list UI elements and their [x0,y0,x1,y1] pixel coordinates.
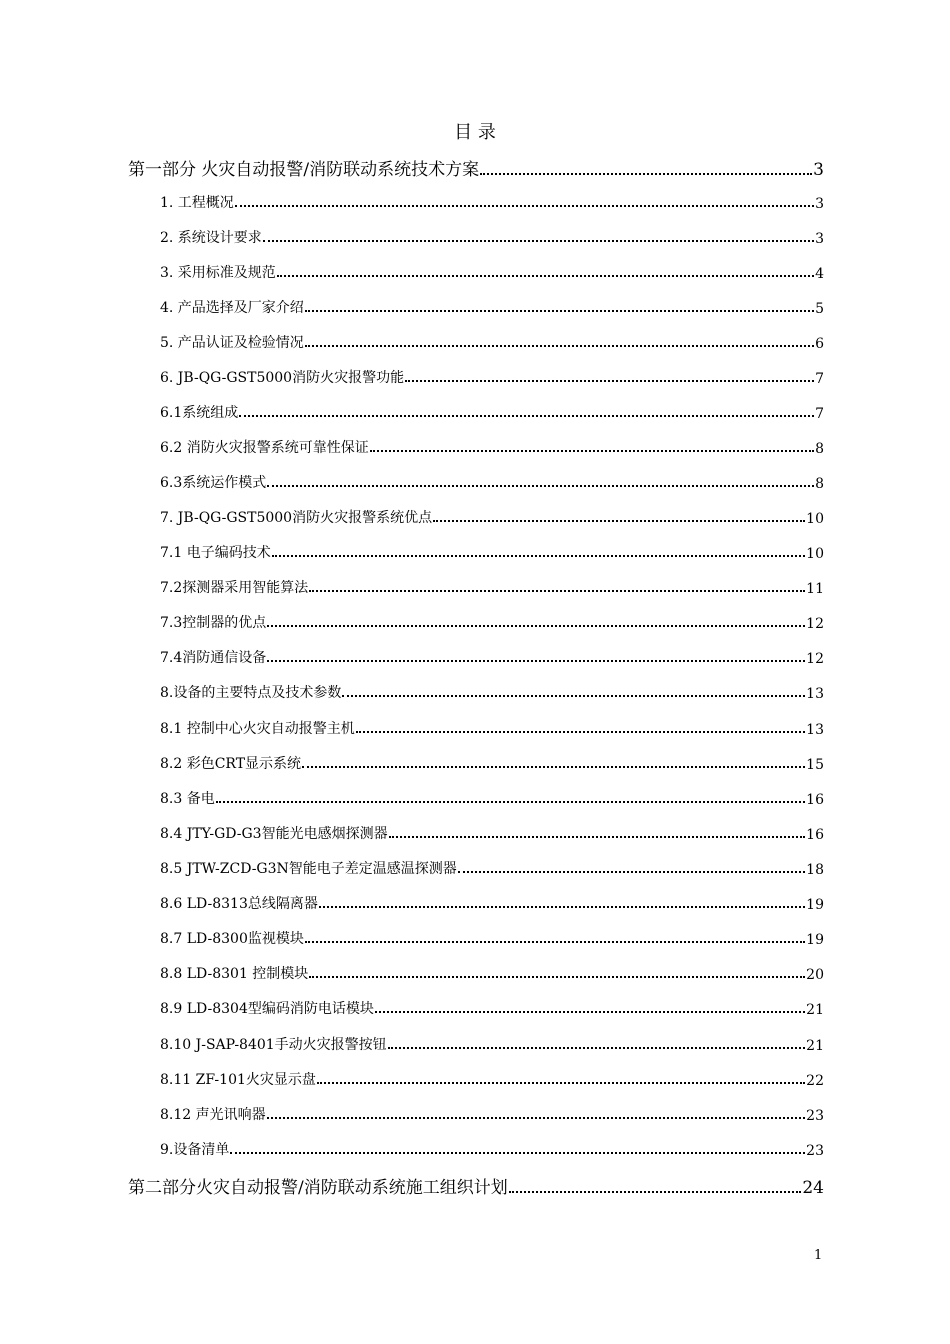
toc-entry-label: 4. 产品选择及厂家介绍 [160,300,304,316]
toc-dot-leader [216,801,805,803]
toc-entry[interactable] [160,227,824,247]
page-number: 1 [814,1248,823,1263]
toc-entry-page: 23 [806,1143,824,1159]
toc-dot-leader [317,1082,805,1084]
toc-dot-leader [267,1117,806,1119]
toc-entry-page: 8 [815,441,824,457]
toc-entry-label: 第一部分 火灾自动报警/消防联动系统技术方案 [128,160,480,180]
toc-dot-leader [272,555,805,557]
toc-dot-leader [263,240,814,242]
toc-entry-page: 4 [815,266,824,282]
toc-entry-label: 7.3控制器的优点 [160,615,267,631]
toc-entry[interactable] [160,788,824,808]
toc-entry[interactable] [128,1173,824,1198]
toc-entry[interactable] [160,823,824,843]
toc-dot-leader [235,205,814,207]
toc-entry-label: 8.6 LD-8313总线隔离器 [160,896,318,912]
toc-entry-page: 13 [806,686,824,702]
toc-entry-label: 1. 工程概况 [160,195,234,211]
toc-entry-page: 12 [806,616,824,632]
toc-entry-page: 12 [806,651,824,667]
toc-entry-page: 15 [806,757,824,773]
toc-entry-page: 8 [815,476,824,492]
toc-entry-label: 8.8 LD-8301 控制模块 [160,966,309,982]
toc-entry-label: 6. JB-QG-GST5000消防火灾报警功能 [160,370,405,386]
toc-entry-page: 7 [815,406,824,422]
toc-dot-leader [433,520,805,522]
toc-entry-label: 6.2 消防火灾报警系统可靠性保证 [160,440,369,456]
toc-entry[interactable] [160,332,824,352]
toc-dot-leader [405,380,814,382]
toc-entry-label: 8.4 JTY-GD-G3智能光电感烟探测器 [160,826,388,842]
toc-entry[interactable] [160,507,824,527]
toc-entry-page: 20 [806,967,824,983]
toc-dot-leader [509,1191,802,1193]
toc-entry[interactable] [160,647,824,667]
toc-entry[interactable] [160,297,824,317]
toc-entry-label: 8.1 控制中心火灾自动报警主机 [160,721,355,737]
toc-entry-page: 24 [802,1178,824,1198]
toc-dot-leader [267,625,805,627]
toc-entry-label: 8.设备的主要特点及技术参数 [160,685,342,701]
toc-entry-page: 3 [815,231,824,247]
toc-entry[interactable] [160,367,824,387]
toc-dot-leader [277,275,814,277]
toc-dot-leader [388,1047,805,1049]
toc-entry[interactable] [160,472,824,492]
toc-dot-leader [375,1011,805,1013]
toc-entry-label: 7.1 电子编码技术 [160,545,271,561]
toc-entry[interactable] [160,718,824,738]
toc-entry[interactable] [160,753,824,773]
toc-entry-label: 7. JB-QG-GST5000消防火灾报警系统优点 [160,510,433,526]
toc-entry-label: 8.12 声光讯响器 [160,1107,266,1123]
toc-entry-page: 11 [806,581,824,597]
toc-entry-page: 3 [815,196,824,212]
toc-entry-label: 6.1系统组成 [160,405,239,421]
toc-dot-leader [305,310,814,312]
toc-entry[interactable] [160,893,824,913]
toc-entry-page: 19 [806,932,824,948]
toc-entry[interactable] [160,542,824,562]
toc-entry[interactable] [160,192,824,212]
toc-entry-label: 第二部分火灾自动报警/消防联动系统施工组织计划 [128,1178,508,1198]
toc-entry[interactable] [160,682,824,702]
toc-entry-label: 7.2探测器采用智能算法 [160,580,309,596]
toc-entry[interactable] [160,402,824,422]
page-title: 目 录 [454,122,496,143]
toc-entry-page: 23 [806,1108,824,1124]
toc-entry[interactable] [128,155,824,180]
toc-entry-page: 22 [806,1073,824,1089]
toc-dot-leader [267,485,814,487]
toc-entry-page: 16 [806,827,824,843]
toc-entry-page: 16 [806,792,824,808]
toc-entry-label: 8.2 彩色CRT显示系统 [160,756,302,772]
toc-dot-leader [267,660,805,662]
toc-entry[interactable] [160,612,824,632]
toc-entry-page: 10 [806,511,824,527]
toc-entry-page: 6 [815,336,824,352]
toc-entry-label: 8.11 ZF-101火灾显示盘 [160,1072,316,1088]
toc-entry-label: 8.9 LD-8304型编码消防电话模块 [160,1001,374,1017]
toc-dot-leader [309,976,805,978]
toc-dot-leader [480,173,812,175]
toc-dot-leader [389,836,806,838]
toc-entry-label: 2. 系统设计要求 [160,230,262,246]
toc-dot-leader [342,695,805,697]
toc-dot-leader [356,731,805,733]
toc-dot-leader [458,871,805,873]
toc-dot-leader [370,450,814,452]
toc-dot-leader [230,1152,805,1154]
toc-dot-leader [305,345,814,347]
toc-entry[interactable] [160,577,824,597]
toc-dot-leader [309,590,805,592]
toc-entry-label: 7.4消防通信设备 [160,650,267,666]
toc-entry-label: 8.7 LD-8300监视模块 [160,931,304,947]
toc-entry[interactable] [160,262,824,282]
toc-entry-label: 5. 产品认证及检验情况 [160,335,304,351]
toc-entry-label: 6.3系统运作模式 [160,475,267,491]
toc-entry[interactable] [160,928,824,948]
toc-entry[interactable] [160,963,824,983]
toc-entry[interactable] [160,858,824,878]
toc-entry-page: 19 [806,897,824,913]
toc-entry[interactable] [160,437,824,457]
toc-dot-leader [239,415,814,417]
toc-entry-page: 18 [806,862,824,878]
toc-entry-page: 21 [806,1002,824,1018]
toc-entry-page: 21 [806,1038,824,1054]
toc-entry[interactable] [160,1069,824,1089]
toc-entry[interactable] [160,1139,824,1159]
toc-dot-leader [305,941,805,943]
toc-dot-leader [302,766,805,768]
toc-entry-page: 3 [813,160,824,180]
toc-entry-page: 13 [806,722,824,738]
toc-entry-label: 8.5 JTW-ZCD-G3N智能电子差定温感温探测器 [160,861,457,877]
toc-entry-page: 10 [806,546,824,562]
toc-entry[interactable] [160,1104,824,1124]
toc-entry[interactable] [160,998,824,1018]
toc-entry-label: 8.3 备电 [160,791,215,807]
toc-dot-leader [319,906,805,908]
toc-entry-label: 9.设备清单 [160,1142,230,1158]
toc-entry[interactable] [160,1034,824,1054]
toc-entry-page: 5 [815,301,824,317]
toc-entry-page: 7 [815,371,824,387]
toc-entry-label: 3. 采用标准及规范 [160,265,276,281]
toc-entry-label: 8.10 J-SAP-8401手动火灾报警按钮 [160,1037,387,1053]
